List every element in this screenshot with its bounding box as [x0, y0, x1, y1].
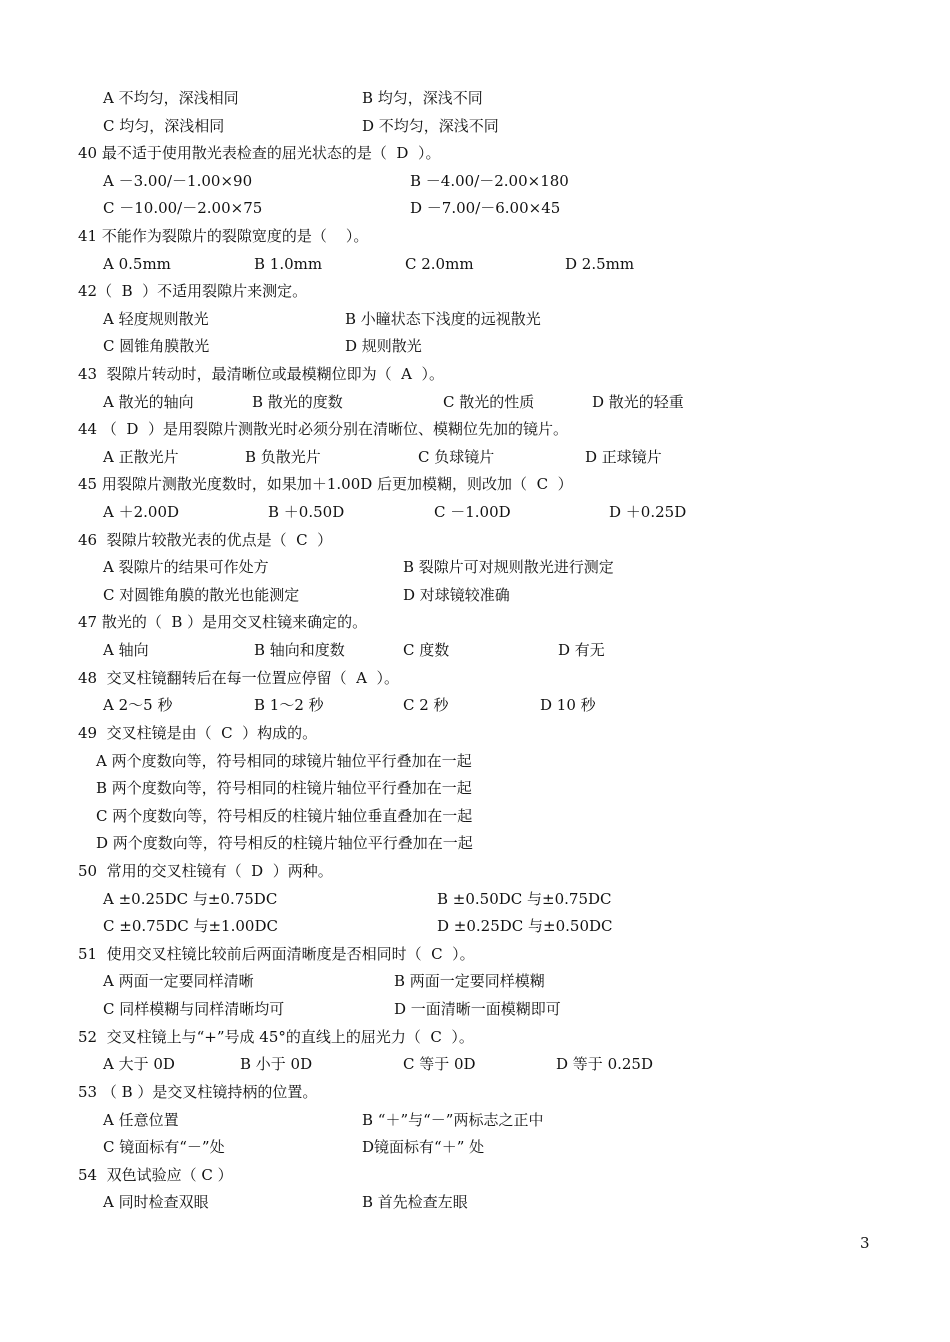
option-text: B 两面一定要同样模糊 — [394, 972, 545, 990]
option-text: A 两面一定要同样清晰 — [103, 972, 254, 990]
page-number: 3 — [860, 1234, 870, 1252]
question-text: 42（ B ）不适用裂隙片来测定。 — [78, 282, 308, 300]
option-text: D 2.5mm — [565, 255, 635, 273]
option-text: C 镜面标有“－”处 — [103, 1138, 225, 1156]
option-text: D 不均匀，深浅不同 — [362, 117, 499, 135]
option-text: B ＋0.50D — [268, 503, 345, 521]
question-text: 54 双色试验应（ C ） — [78, 1166, 233, 1184]
option-text: A －3.00/－1.00×90 — [103, 172, 253, 190]
option-text: A 任意位置 — [103, 1111, 179, 1129]
question-text: 41 不能作为裂隙片的裂隙宽度的是（ ）。 — [78, 227, 369, 245]
option-text: C 负球镜片 — [418, 448, 495, 466]
option-text: A 散光的轴向 — [103, 393, 194, 411]
option-text: D 对球镜较准确 — [403, 586, 510, 604]
option-text: C 散光的性质 — [443, 393, 535, 411]
option-text: C 对圆锥角膜的散光也能测定 — [103, 586, 300, 604]
option-text: C 等于 0D — [403, 1055, 476, 1073]
option-text: D 等于 0.25D — [556, 1055, 653, 1073]
question-text: 48 交叉柱镜翻转后在每一位置应停留（ A ）。 — [78, 669, 400, 687]
option-text: B 裂隙片可对规则散光进行测定 — [403, 558, 614, 576]
option-text: B 1～2 秒 — [254, 696, 324, 714]
question-text: 44 （ D ）是用裂隙片测散光时必须分别在清晰位、模糊位先加的镜片。 — [78, 420, 568, 438]
option-text: B 1.0mm — [254, 255, 323, 273]
option-text: D 正球镜片 — [585, 448, 662, 466]
option-text: A 大于 0D — [103, 1055, 175, 1073]
option-text: D －7.00/－6.00×45 — [410, 199, 561, 217]
option-text: D 10 秒 — [540, 696, 596, 714]
option-text: A ＋2.00D — [103, 503, 180, 521]
option-text: C 圆锥角膜散光 — [103, 337, 210, 355]
option-text: A ±0.25DC 与±0.75DC — [103, 890, 278, 908]
option-text: D 规则散光 — [345, 337, 422, 355]
option-text: D 两个度数向等，符号相反的柱镜片轴位平行叠加在一起 — [96, 834, 473, 852]
option-text: B 两个度数向等，符号相同的柱镜片轴位平行叠加在一起 — [96, 779, 472, 797]
option-text: A 正散光片 — [103, 448, 179, 466]
question-text: 50 常用的交叉柱镜有（ D ）两种。 — [78, 862, 333, 880]
option-text: A 两个度数向等，符号相同的球镜片轴位平行叠加在一起 — [96, 752, 472, 770]
question-text: 45 用裂隙片测散光度数时，如果加＋1.00D 后更加模糊，则改加（ C ） — [78, 475, 573, 493]
option-text: C 度数 — [403, 641, 450, 659]
question-text: 52 交叉柱镜上与“+”号成 45°的直线上的屈光力（ C ）。 — [78, 1028, 474, 1046]
question-text: 47 散光的（ B ）是用交叉柱镜来确定的。 — [78, 613, 368, 631]
option-text: D 有无 — [558, 641, 605, 659]
option-text: C 均匀，深浅相同 — [103, 117, 225, 135]
question-text: 51 使用交叉柱镜比较前后两面清晰度是否相同时（ C ）。 — [78, 945, 475, 963]
option-text: B －4.00/－2.00×180 — [410, 172, 569, 190]
option-text: B 负散光片 — [245, 448, 321, 466]
option-text: C －1.00D — [434, 503, 511, 521]
option-text: B 均匀，深浅不同 — [362, 89, 483, 107]
option-text: B 散光的度数 — [252, 393, 343, 411]
option-text: A 0.5mm — [103, 255, 171, 273]
option-text: D镜面标有“＋” 处 — [362, 1138, 485, 1156]
option-text: C 两个度数向等，符号相反的柱镜片轴位垂直叠加在一起 — [96, 807, 473, 825]
option-text: A 2～5 秒 — [103, 696, 173, 714]
option-text: D 一面清晰一面模糊即可 — [394, 1000, 561, 1018]
option-text: C 同样模糊与同样清晰均可 — [103, 1000, 285, 1018]
option-text: A 同时检查双眼 — [103, 1193, 209, 1211]
question-text: 53 （ B ）是交叉柱镜持柄的位置。 — [78, 1083, 318, 1101]
question-text: 43 裂隙片转动时，最清晰位或最模糊位即为（ A ）。 — [78, 365, 445, 383]
option-text: D 散光的轻重 — [592, 393, 684, 411]
option-text: D ＋0.25D — [609, 503, 687, 521]
option-text: C 2.0mm — [405, 255, 474, 273]
option-text: C ±0.75DC 与±1.00DC — [103, 917, 278, 935]
option-text: A 不均匀，深浅相同 — [103, 89, 239, 107]
option-text: A 轴向 — [103, 641, 149, 659]
option-text: B 首先检查左眼 — [362, 1193, 468, 1211]
option-text: B 小瞳状态下浅度的远视散光 — [345, 310, 541, 328]
option-text: B “＋”与“－”两标志之正中 — [362, 1111, 544, 1129]
option-text: B ±0.50DC 与±0.75DC — [437, 890, 612, 908]
option-text: D ±0.25DC 与±0.50DC — [437, 917, 613, 935]
option-text: B 轴向和度数 — [254, 641, 345, 659]
option-text: A 裂隙片的结果可作处方 — [103, 558, 269, 576]
question-text: 46 裂隙片较散光表的优点是（ C ） — [78, 531, 333, 549]
option-text: C 2 秒 — [403, 696, 449, 714]
question-text: 49 交叉柱镜是由（ C ）构成的。 — [78, 724, 318, 742]
option-text: C －10.00/－2.00×75 — [103, 199, 263, 217]
option-text: B 小于 0D — [240, 1055, 313, 1073]
option-text: A 轻度规则散光 — [103, 310, 209, 328]
question-text: 40 最不适于使用散光表检查的屈光状态的是（ D ）。 — [78, 144, 441, 162]
